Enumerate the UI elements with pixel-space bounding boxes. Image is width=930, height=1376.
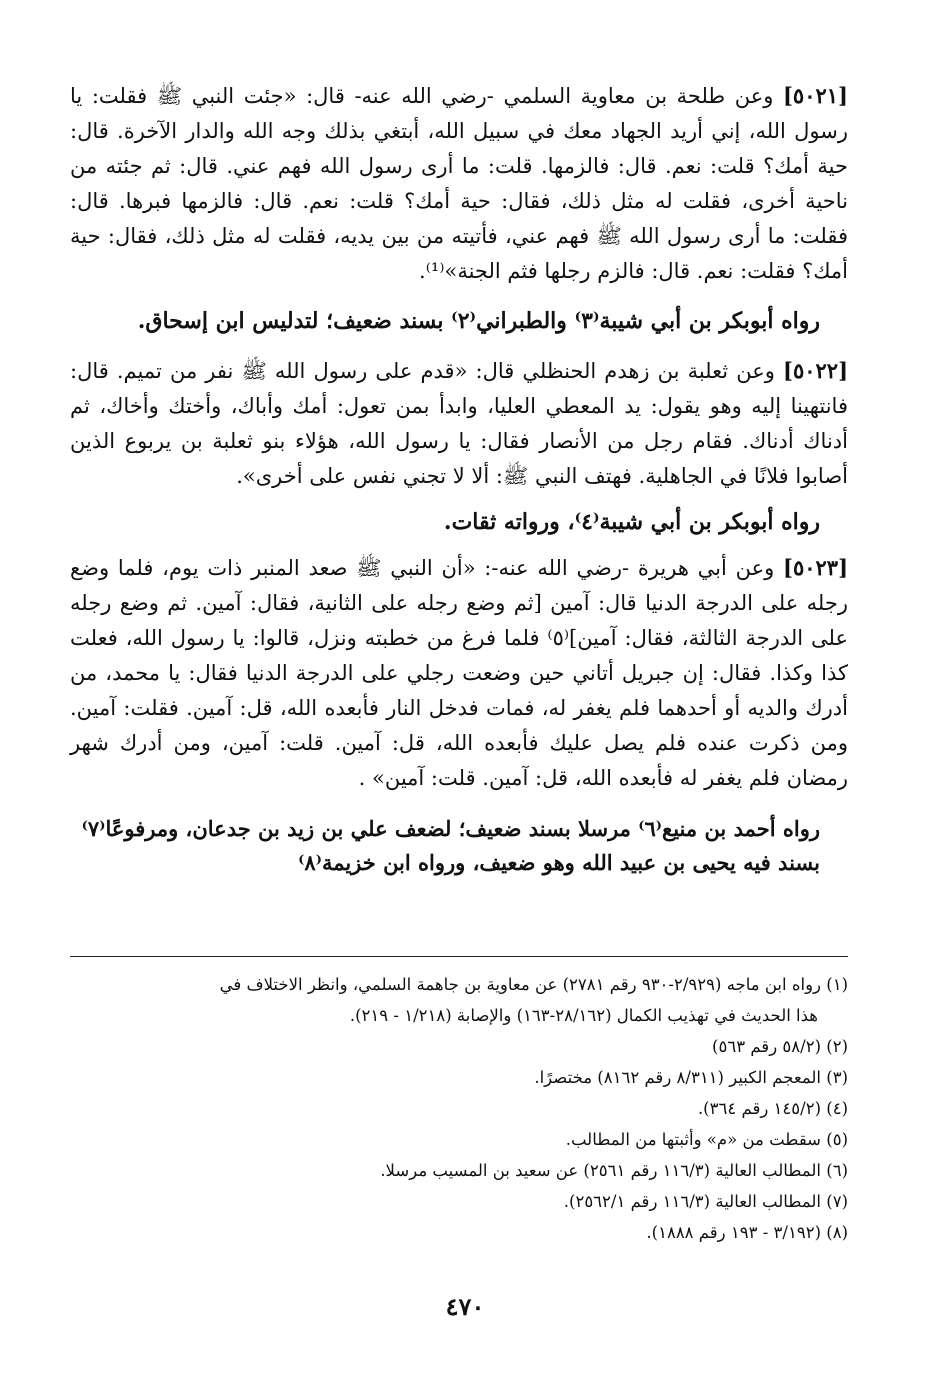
hadith-number: [٥٠٢٣] (783, 555, 848, 580)
hadith-number: [٥٠٢٢] (783, 358, 848, 383)
hadith-text: وعن طلحة بن معاوية السلمي -رضي الله عنه- قال: «جئت النبي ﷺ فقلت: يا رسول الله، إني أريد الجهاد معك في سبيل الله، أبتغي بذلك وجه الله والدار الآخرة. قال: حية أمك؟ قلت: نعم. قال: فالزمها. قلت: ما أرى رسول الله فهم عني. قال: ثم جئته من ناحية أخرى، فقلت له مثل ذلك، فقال: حية أمك؟ قلت: نعم. قال: فالزمها فبرها. قال: فقلت: ما أرى رسول الله ﷺ فهم عني، فأتيته من بين يديه، فقلت له مثل ذلك، فقال: حية أمك؟ فقلت: نعم. قال: فالزم رجلها فثم الجنة»⁽¹⁾. (70, 84, 848, 283)
main-text (70, 78, 848, 894)
footnote-continuation: هذا الحديث في تهذيب الكمال (٢٨/١٦٢-١٦٣) والإصابة (١/٢١٨ - ٢١٩). (349, 1006, 818, 1025)
footnote: (٣) المعجم الكبير (٨/٣١١ رقم ٨١٦٢) مختصرًا. (534, 1068, 848, 1087)
footnote: (٨) (٣/١٩٢ - ١٩٣ رقم ١٨٨٨). (646, 1223, 848, 1242)
hadith-paragraph (70, 353, 848, 494)
hadith-verdict: رواه أبوبكر بن أبي شيبة⁽٤⁾، ورواته ثقات. (443, 509, 820, 535)
footnote: (٢) (٥٨/٢ رقم ٥٦٣) (712, 1037, 848, 1056)
hadith-number: [٥٠٢١] (782, 83, 848, 108)
footnote: (٧) المطالب العالية (١١٦/٣ رقم ٢٥٦٢/١). (563, 1192, 848, 1211)
footnotes (70, 956, 848, 1248)
hadith-text: وعن ثعلبة بن زهدم الحنظلي قال: «قدم على رسول الله ﷺ نفر من تميم. قال: فانتهينا إليه وهو يقول: يد المعطي العليا، وابدأ بمن تعول: أمك وأباك، وأختك وأخاك، ثم أدناك أدناك. فقام رجل من الأنصار فقال: يا رسول الله، هؤلاء بنو ثعلبة بن يربوع الذين أصابوا فلانًا في الجاهلية. فهتف النبي ﷺ: ألا لا تجني نفس على أخرى». (70, 359, 848, 488)
hadith-paragraph (70, 78, 848, 289)
page-number: ٤٧٠ (445, 1292, 485, 1321)
footnote: (٦) المطالب العالية (١١٦/٣ رقم ٢٥٦١) عن سعيد بن المسيب مرسلا. (380, 1161, 848, 1180)
hadith-verdict: رواه أحمد بن منيع⁽٦⁾ مرسلا بسند ضعيف؛ لضعف علي بن زيد بن جدعان، ومرفوعًا⁽٧⁾ بسند فيه يحيى بن عبيد الله وهو ضعيف، ورواه ابن خزيمة⁽٨⁾ (81, 816, 820, 875)
footnote: (٤) (١٤٥/٢ رقم ٣٦٤). (697, 1099, 848, 1118)
footnote: (١) رواه ابن ماجه (٢/٩٢٩-٩٣٠ رقم ٢٧٨١) عن معاوية بن جاهمة السلمي، وانظر الاختلاف في (219, 975, 848, 994)
hadith-paragraph (70, 550, 848, 796)
hadith-verdict: رواه أبوبكر بن أبي شيبة⁽٣⁾ والطبراني⁽٢⁾ بسند ضعيف؛ لتدليس ابن إسحاق. (137, 308, 820, 334)
footnote: (٥) سقطت من «م» وأثبتها من المطالب. (565, 1130, 848, 1149)
hadith-text: وعن أبي هريرة -رضي الله عنه-: «أن النبي ﷺ صعد المنبر ذات يوم، فلما وضع رجله على الدرجة الدنيا قال: آمين [ثم وضع رجله على الثانية، فقال: آمين. ثم وضع رجله على الدرجة الثالثة، فقال: آمين]⁽٥⁾ فلما فرغ من خطبته ونزل، قالوا: يا رسول الله، فعلت كذا وكذا. فقال: إن جبريل أتاني حين وضعت رجلي على الدرجة الدنيا فقال: يا محمد، من أدرك والديه أو أحدهما فلم يغفر له، فمات فدخل النار فأبعده الله، قل: آمين. فقلت: آمين. ومن ذكرت عنده فلم يصل عليك فأبعده الله، قل: آمين. قلت: آمين، ومن أدرك شهر رمضان فلم يغفر له فأبعده الله، قل: آمين. قلت: آمين» . (70, 556, 848, 790)
